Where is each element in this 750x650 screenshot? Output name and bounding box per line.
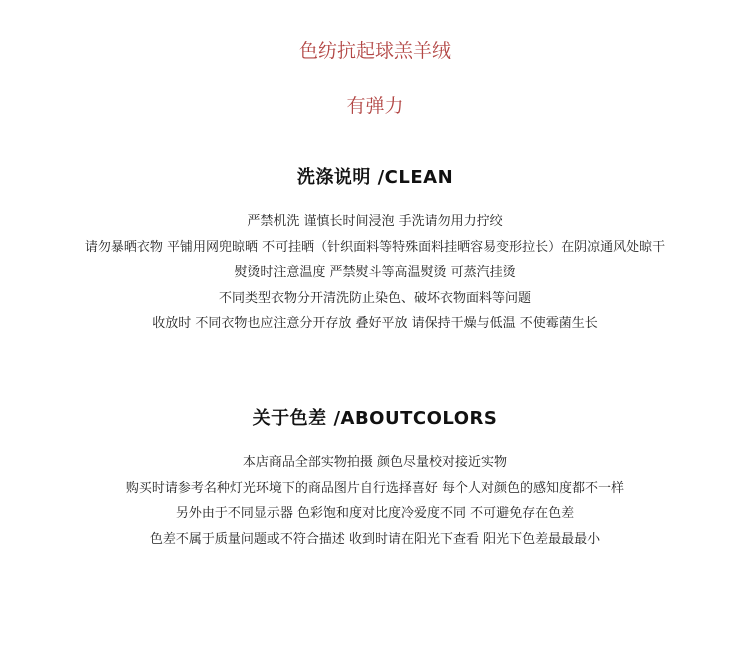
washing-line-3: 熨烫时注意温度 严禁熨斗等高温熨烫 可蒸汽挂烫 <box>234 265 516 280</box>
feature-elastic: 有弹力 <box>346 95 404 117</box>
colors-line-1: 本店商品全部实物拍摄 颜色尽量校对接近实物 <box>242 455 508 470</box>
colors-section-title: 关于色差 /ABOUTCOLORS <box>252 408 498 429</box>
washing-line-2: 请勿暴晒衣物 平铺用网兜晾晒 不可挂晒（针织面料等特殊面料挂晒容易变形拉长）在阴凉通风处晾干 <box>84 240 666 255</box>
colors-line-4: 色差不属于质量问题或不符合描述 收到时请在阳光下查看 阳光下色差最最最小 <box>149 532 601 547</box>
washing-section-title: 洗涤说明 /CLEAN <box>296 167 454 188</box>
colors-line-2: 购买时请参考名种灯光环境下的商品图片自行选择喜好 每个人对颜色的感知度都不一样 <box>125 481 625 496</box>
washing-line-5: 收放时 不同衣物也应注意分开存放 叠好平放 请保持干燥与低温 不使霉菌生长 <box>152 316 598 331</box>
feature-anti-pilling-lambswool: 色纺抗起球羔羊绒 <box>298 40 451 62</box>
colors-line-3: 另外由于不同显示器 色彩饱和度对比度冷爱度不同 不可避免存在色差 <box>175 506 575 521</box>
washing-line-4: 不同类型衣物分开清洗防止染色、破坏衣物面料等问题 <box>218 291 531 306</box>
washing-line-1: 严禁机洗 谨慎长时间浸泡 手洗请勿用力拧绞 <box>247 214 503 229</box>
